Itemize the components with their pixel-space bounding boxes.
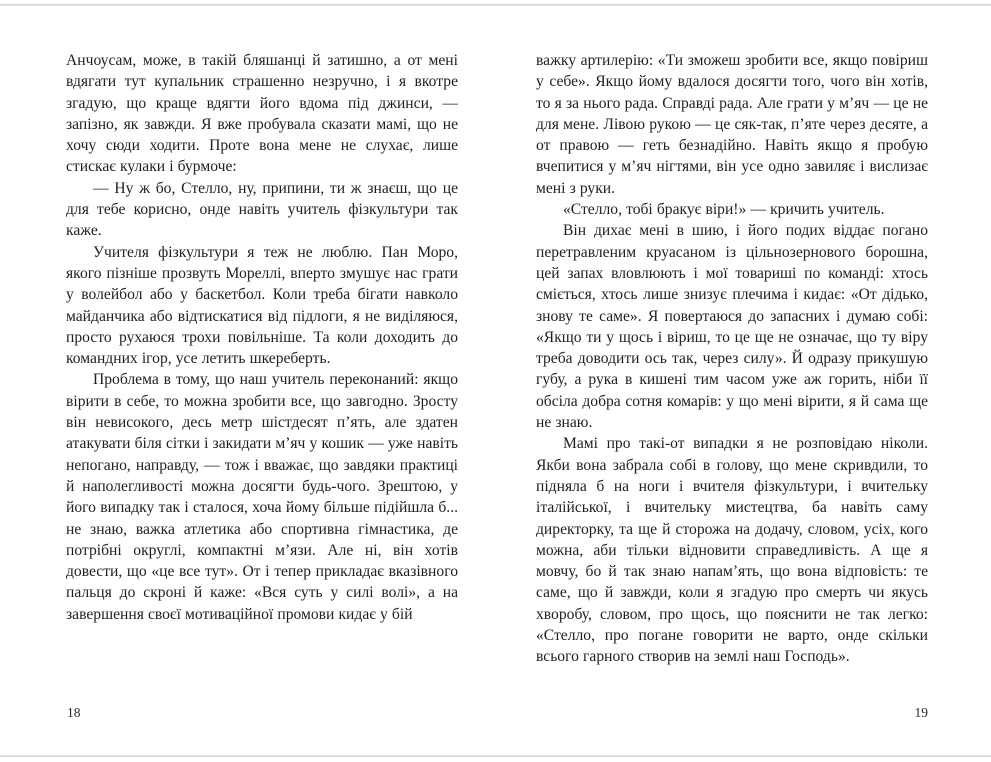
paragraph: важку артилерію: «Ти зможеш зробити все, якщо повіриш у себе». Якщо йому вдалося досягти того, чого він хотів, то я за нього рада. Справді рада. Але грати у м’яч — це не для мене. Лівою рукою — це сяк-так, п’яте через десяте, а от правою — геть безнадійно. Навіть якщо я пробую вчепитися у м’яч нігтями, він усе одно завиляє і вислизає мені з руки.	[536, 52, 928, 197]
paragraph: Мамі про такі-от випадки я не розповідаю ніколи. Якби вона забрала собі в голову, що мене скривдили, то підняла б на ноги і вчителя фізкультури, і вчительку італійської, і вчительку мистецтва, ба навіть саму директорку, та ще й сторожа на додачу, словом, усіх, кого можна, аби тільки відновити справедливість. А ще я мовчу, бо й так знаю напам’ять, що вона відповість: те саме, що й завжди, коли я згадую про смерть чи якусь хворобу, словом, про щось, що пояснити не так легко: «Стелло, про погане говорити не варто, онде скільки всього гарного створив на землі наш Господь».	[536, 435, 928, 666]
paragraph: Учителя фізкультури я теж не люблю. Пан Моро, якого пізніше прозвуть Мореллі, вперто змушує нас грати у волейбол або у баскетбол. Коли треба бігати навколо майданчика або відтискатися від підлоги, я не виділяюся, просто рухаюся трохи повільніше. Та коли доходить до командних ігор, усе летить шкереберть.	[66, 243, 458, 368]
page-number-left: 18	[67, 705, 81, 720]
page-top-edge	[0, 4, 991, 6]
page-right-text-column	[536, 50, 928, 668]
paragraph: Він дихає мені в шию, і його подих віддає погано перетравленим круасаном із цільнозернового борошна, цей запах вловлюють і мої товариші по команді: хтось сміється, хтось лише знизує плечима і кидає: «От дідько, знову те саме». Я повертаюся до запасних і думаю собі: «Якщо ти у щось і віриш, то це ще не означає, що ту віру треба доводити ось так, через силу». Й одразу прикушую губу, а рука в кишені тим часом уже аж горить, ніби її обсіла добра сотня комарів: у що мені вірити, я й сама ще не знаю.	[536, 222, 928, 432]
page-number-right: 19	[914, 705, 928, 720]
page-bottom-edge	[0, 755, 991, 757]
paragraph: — Ну ж бо, Стелло, ну, припини, ти ж знаєш, що це для тебе корисно, онде навіть учитель фізкультури так каже.	[66, 179, 458, 240]
page-left-text-column	[66, 50, 458, 625]
paragraph: «Стелло, тобі бракує віри!» — кричить учитель.	[563, 201, 885, 219]
paragraph: Проблема в тому, що наш учитель переконаний: якщо вірити в себе, то можна зробити все, що завгодно. Зросту він невисокого, десь метр шістдесят п’ять, але здатен атакувати біля сітки і закидати м’яч у кошик — уже навіть непогано, направду, — тож і вважає, що завдяки практиці й наполегливості можна досягти будь-чого. Зрештою, у його випадку так і сталося, хоча йому більше підійшла б... не знаю, важка атлетика або спортивна гімнастика, де потрібні округлі, компактні м’язи. Але ні, він хотів довести, що «це все тут». От і тепер прикладає вказівного пальця до скроні й каже: «Вся суть у силі волі», а на завершення своєї мотиваційної промови кидає у бій	[66, 371, 458, 623]
paragraph: Анчоусам, може, в такій бляшанці й затишно, а от мені вдягати тут купальник страшенно незручно, і я вкотре згадую, що краще вдягти його вдома під джинси, — запізно, як завжди. Я вже пробувала сказати мамі, що не хочу сюди ходити. Проте вона мене не слухає, лише стискає кулаки і бурмоче:	[66, 52, 458, 176]
